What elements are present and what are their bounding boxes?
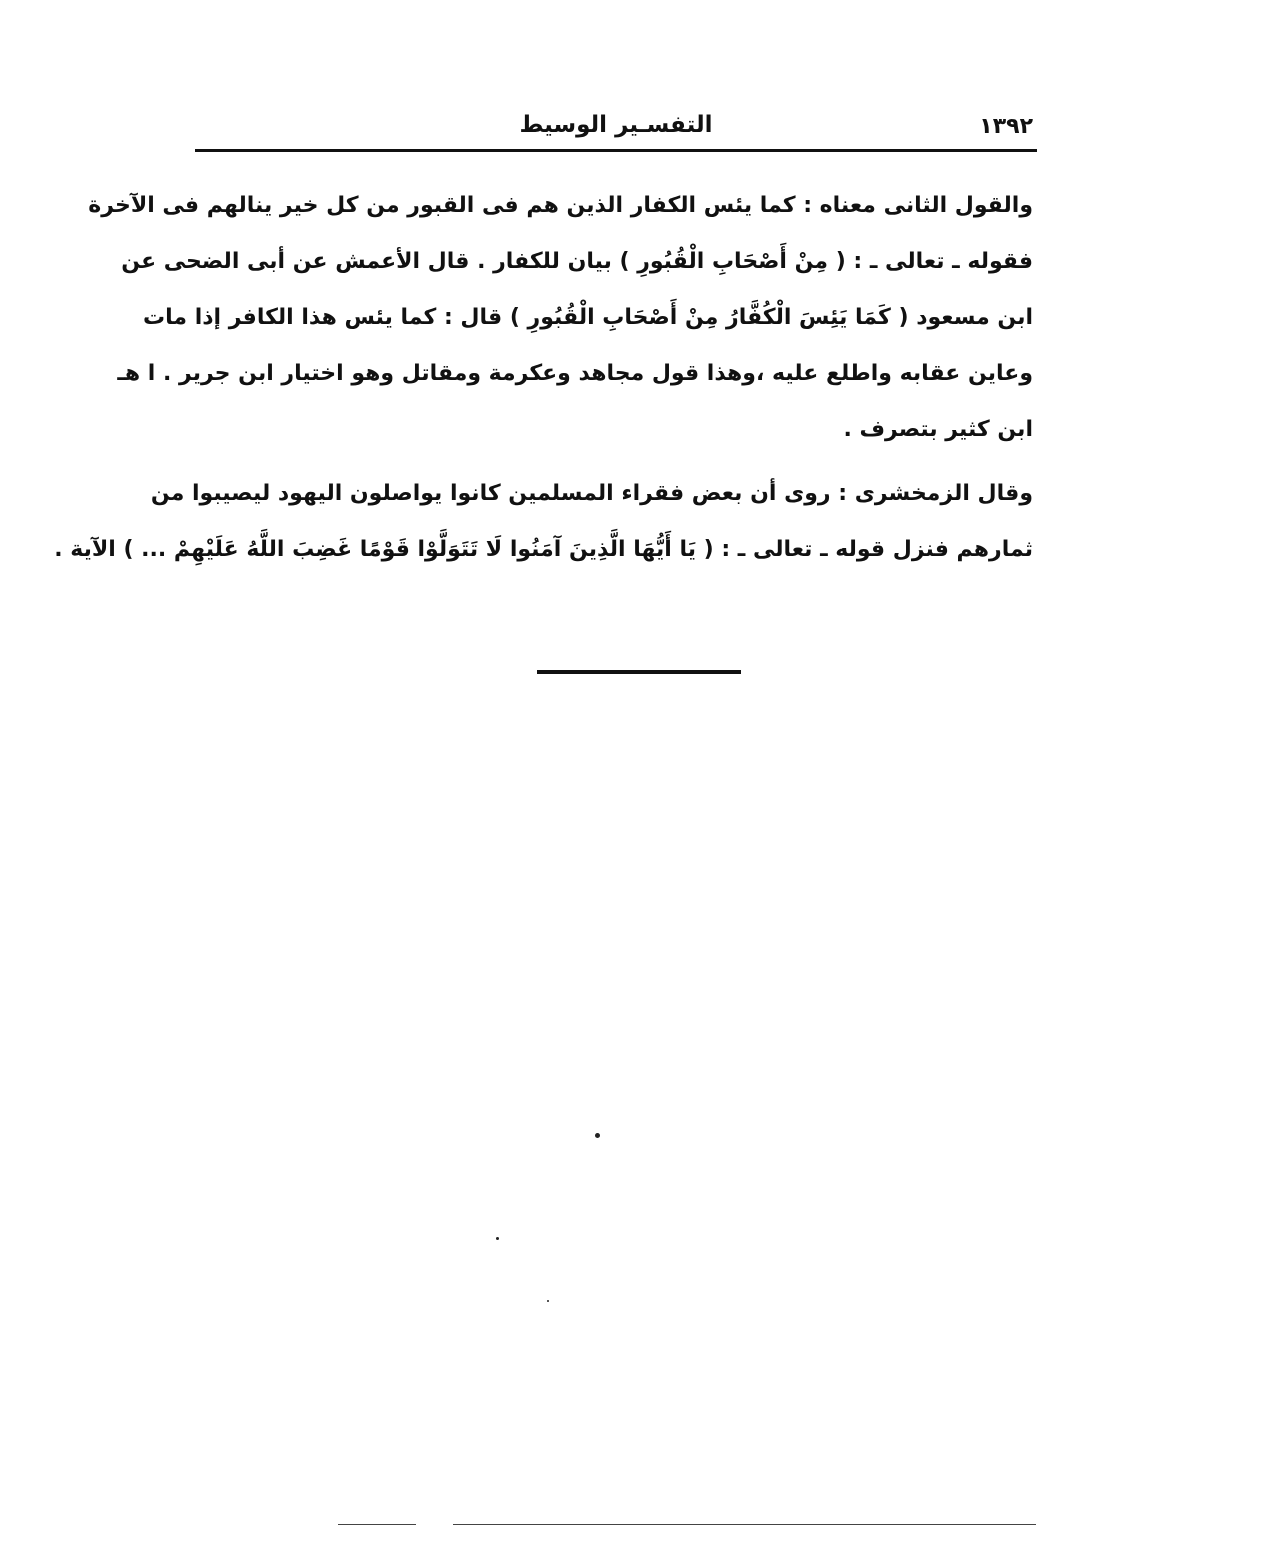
text-line: وقال الزمخشرى : روى أن بعض فقراء المسلمين كانوا يواصلون اليهود ليصيبوا من bbox=[150, 481, 1033, 506]
text-line: فقوله ـ تعالى ـ : ( مِنْ أَصْحَابِ الْقُبُورِ ) بيان للكفار . قال الأعمش عن أبى الضحى عن bbox=[121, 249, 1033, 274]
section-end-rule bbox=[537, 670, 741, 674]
text-line: والقول الثانى معناه : كما يئس الكفار الذين هم فى القبور من كل خير ينالهم فى الآخرة bbox=[88, 193, 1033, 218]
page-number: ١٣٩٢ bbox=[979, 114, 1033, 139]
page-header bbox=[195, 108, 1037, 148]
scan-speck bbox=[547, 1300, 549, 1302]
paragraph-2 bbox=[54, 466, 1033, 578]
scan-speck bbox=[595, 1133, 600, 1138]
text-line: ابن كثير بتصرف . bbox=[843, 417, 1033, 442]
scan-speck bbox=[496, 1237, 499, 1240]
header-rule bbox=[195, 149, 1037, 152]
text-line: وعاين عقابه واطلع عليه ،وهذا قول مجاهد وعكرمة ومقاتل وهو اختيار ابن جرير . ا هـ bbox=[117, 361, 1033, 386]
text-line: ابن مسعود ( كَمَا يَئِسَ الْكُفَّارُ مِنْ أَصْحَابِ الْقُبُورِ ) قال : كما يئس هذا الكافر إذا مات bbox=[143, 305, 1033, 330]
running-title: التفسـير الوسيط bbox=[519, 112, 713, 138]
text-line: ثمارهم فنزل قوله ـ تعالى ـ : ( يَا أَيُّهَا الَّذِينَ آمَنُوا لَا تَتَوَلَّوْا قَوْمًا غَضِبَ اللَّهُ عَلَيْهِمْ ... ) الآية . bbox=[54, 537, 1033, 562]
paragraph-1 bbox=[88, 178, 1033, 458]
footer-rule-right bbox=[453, 1524, 1036, 1525]
footer-rule-left bbox=[338, 1524, 416, 1525]
